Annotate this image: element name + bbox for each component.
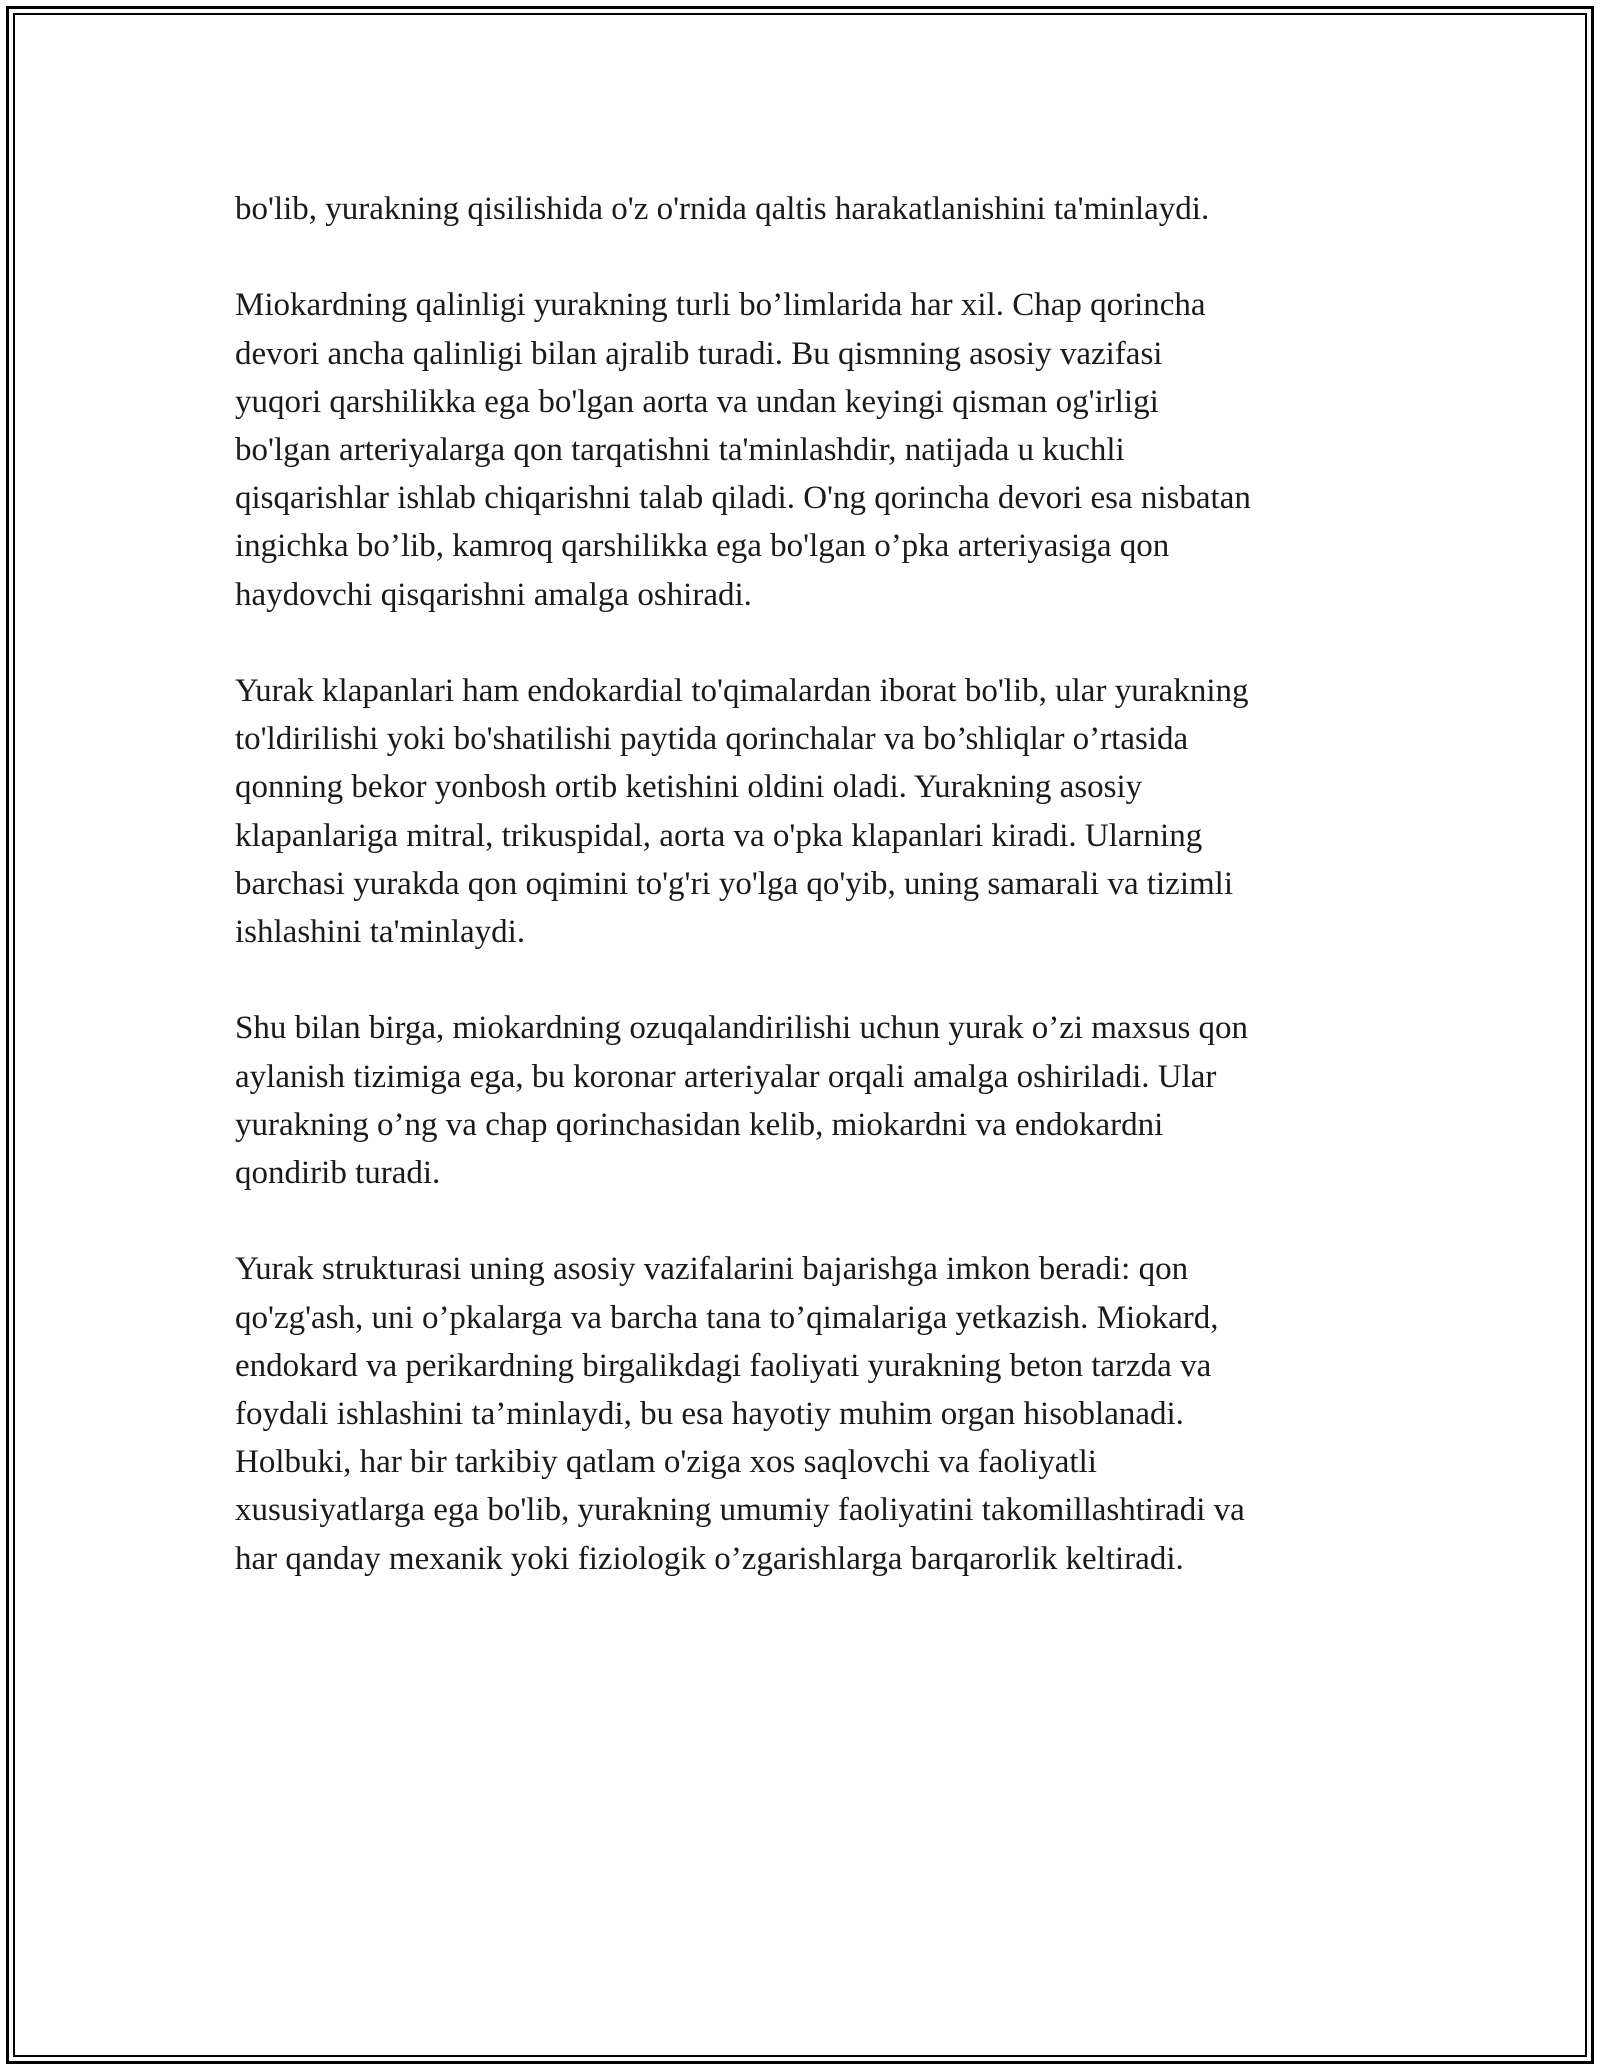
text-line: ishlashini ta'minlaydi. [235,914,526,951]
page-body [235,185,1390,1631]
text-line: foydali ishlashini ta’minlaydi, bu esa hayotiy muhim organ hisoblanadi. [235,1396,1184,1433]
text-line: to'ldirilishi yoki bo'shatilishi paytida qorinchalar va bo’shliqlar o’rtasida [235,721,1189,758]
text-line: qisqarishlar ishlab chiqarishni talab qiladi. O'ng qorincha devori esa nisbatan [235,480,1251,517]
text-line: xususiyatlarga ega bo'lib, yurakning umumiy faoliyatini takomillashtiradi va [235,1492,1245,1529]
text-line: Miokardning qalinligi yurakning turli bo’limlarida har xil. Chap qorincha [235,287,1206,324]
text-line: barchasi yurakda qon oqimini to'g'ri yo'lga qo'yib, uning samarali va tizimli [235,865,1233,902]
paragraph [235,667,1390,956]
text-line: har qanday mexanik yoki fiziologik o’zgarishlarga barqarorlik keltiradi. [235,1540,1184,1577]
text-line: endokard va perikardning birgalikdagi faoliyati yurakning beton tarzda va [235,1347,1212,1384]
text-line: bo'lgan arteriyalarga qon tarqatishni ta'minlashdir, natijada u kuchli [235,432,1125,468]
text-line: Holbuki, har bir tarkibiy qatlam o'ziga xos saqlovchi va faoliyatli [235,1444,1097,1481]
text-line: qonning bekor yonbosh ortib ketishini oldini oladi. Yurakning asosiy [235,769,1143,806]
text-line: devori ancha qalinligi bilan ajralib turadi. Bu qismning asosiy vazifasi [235,335,1163,372]
paragraph [235,281,1390,618]
text-line: yuqori qarshilikka ega bo'lgan aorta va undan keyingi qisman og'irligi [235,383,1159,420]
text-line: yurakning o’ng va chap qorinchasidan kelib, miokardni va endokardni [235,1106,1164,1143]
text-line: qo'zg'ash, uni o’pkalarga va barcha tana to’qimalariga yetkazish. Miokard, [235,1299,1219,1336]
text-line: Yurak strukturasi uning asosiy vazifalarini bajarishga imkon beradi: qon [235,1251,1189,1288]
text-line: haydovchi qisqarishni amalga oshiradi. [235,576,752,613]
text-line: ingichka bo’lib, kamroq qarshilikka ega bo'lgan o’pka arteriyasiga qon [235,528,1170,565]
text-line: Shu bilan birga, miokardning ozuqalandirilishi uchun yurak o’zi maxsus qon [235,1010,1249,1047]
paragraph [235,185,1390,233]
text-line: aylanish tizimiga ega, bu koronar arteriyalar orqali amalga oshiriladi. Ular [235,1058,1217,1095]
text-line: bo'lib, yurakning qisilishida o'z o'rnida qaltis harakatlanishini ta'minlaydi. [235,191,1210,227]
text-line: qondirib turadi. [235,1155,441,1192]
paragraph [235,1245,1390,1582]
text-line: klapanlariga mitral, trikuspidal, aorta va o'pka klapanlari kiradi. Ularning [235,817,1203,854]
paragraph [235,1004,1390,1197]
text-line: Yurak klapanlari ham endokardial to'qimalardan iborat bo'lib, ular yurakning [235,673,1249,709]
